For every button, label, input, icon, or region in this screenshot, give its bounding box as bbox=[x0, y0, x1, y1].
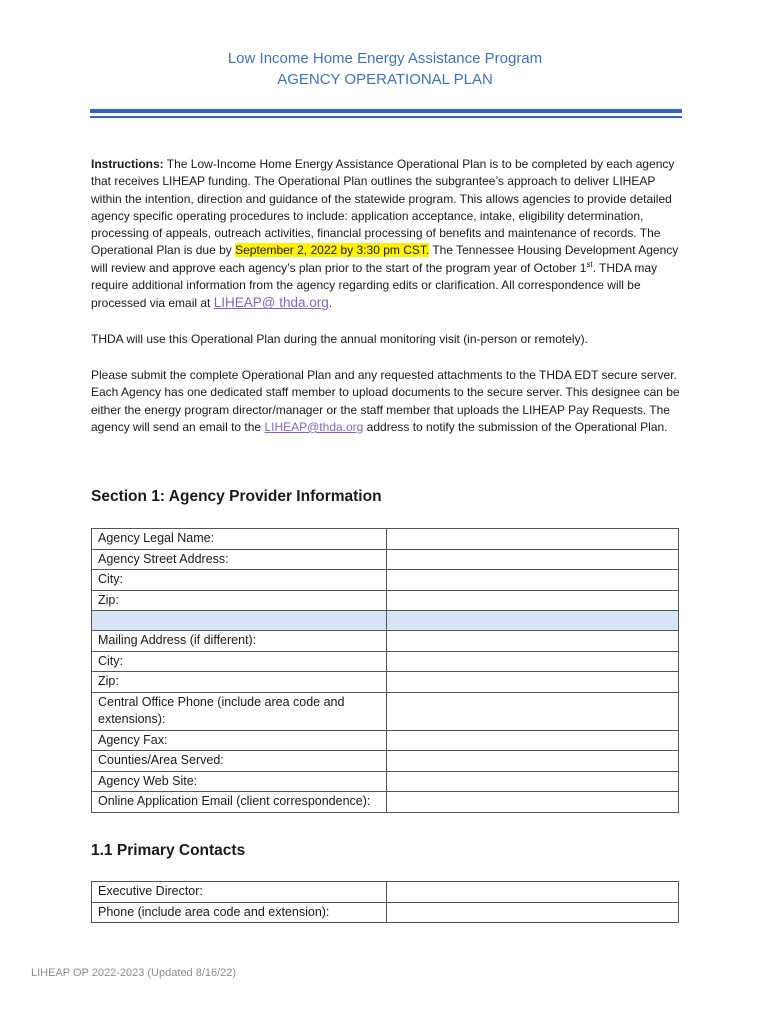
table-row bbox=[92, 651, 679, 672]
field-input-cell[interactable] bbox=[387, 590, 679, 611]
field-label: Agency Fax: bbox=[92, 730, 387, 751]
field-input-cell[interactable] bbox=[387, 570, 679, 591]
field-label: Online Application Email (client correspondence): bbox=[92, 792, 387, 813]
header-rule-thick bbox=[90, 109, 682, 113]
field-label: Agency Legal Name: bbox=[92, 529, 387, 550]
primary-contacts-table bbox=[91, 881, 679, 923]
email-link[interactable]: LIHEAP@thda.org bbox=[264, 419, 364, 434]
table-row bbox=[92, 882, 679, 903]
field-input-cell[interactable] bbox=[387, 692, 679, 730]
field-label: Agency Web Site: bbox=[92, 771, 387, 792]
instructions-paragraph: Instructions: The Low-Income Home Energy Assistance Operational Plan is to be completed by each agency that receives LIHEAP funding. The Operational Plan outlines the subgrantee’s approach to deliver LIHEAP within the intention, direction and guidance of the statewide program. This allows agencies to provide detailed agency specific operating procedures to include: application acceptance, intake, eligibility determination, processing of appeals, outreach activities, financial processing of benefits and maintenance of records. The Operational Plan is due by September 2, 2022 by 3:30 pm CST. The Tennessee Housing Development Agency will review and approve each agency’s plan prior to the start of the program year of October 1st. THDA may require additional information from the agency regarding edits or clarification. All correspondence will be processed via email at LIHEAP@ thda.org. bbox=[91, 157, 679, 311]
page-footer: LIHEAP OP 2022-2023 (Updated 8/16/22) bbox=[31, 967, 237, 979]
field-input-cell[interactable] bbox=[387, 902, 679, 923]
field-label: Agency Street Address: bbox=[92, 549, 387, 570]
field-input-cell[interactable] bbox=[387, 792, 679, 813]
table-row bbox=[92, 751, 679, 772]
field-input-cell[interactable] bbox=[387, 672, 679, 693]
field-label: Executive Director: bbox=[92, 882, 387, 903]
plan-title: AGENCY OPERATIONAL PLAN bbox=[277, 71, 493, 88]
table-row bbox=[92, 590, 679, 611]
field-label: City: bbox=[92, 570, 387, 591]
program-title: Low Income Home Energy Assistance Program bbox=[227, 50, 543, 67]
table-row bbox=[92, 529, 679, 550]
agency-info-table bbox=[91, 528, 679, 813]
submission-paragraph: Please submit the complete Operational Plan and any requested attachments to the THDA EDT secure server. Each Agency has one dedicated staff member to upload documents to the secure server. This designee can be either the energy program director/manager or the staff member that uploads the LIHEAP Pay Requests. The agency will send an email to the LIHEAP@thda.org address to notify the submission of the Operational Plan. bbox=[91, 368, 680, 434]
table-row bbox=[92, 631, 679, 652]
section-heading: 1.1 Primary Contacts bbox=[91, 842, 246, 859]
field-input-cell[interactable] bbox=[387, 651, 679, 672]
field-label: Central Office Phone (include area code and extensions): bbox=[92, 692, 387, 730]
field-label: Zip: bbox=[92, 590, 387, 611]
field-input-cell[interactable] bbox=[387, 631, 679, 652]
email-link[interactable]: LIHEAP@ thda.org bbox=[213, 295, 329, 311]
field-label: Counties/Area Served: bbox=[92, 751, 387, 772]
field-input-cell[interactable] bbox=[387, 882, 679, 903]
due-date-highlight: September 2, 2022 by 3:30 pm CST. bbox=[235, 243, 430, 258]
table-separator-row bbox=[92, 611, 679, 631]
field-input-cell[interactable] bbox=[387, 549, 679, 570]
document-header bbox=[0, 48, 770, 90]
monitoring-paragraph: THDA will use this Operational Plan during the annual monitoring visit (in-person or remotely). bbox=[91, 332, 588, 346]
header-rule-thin bbox=[90, 116, 682, 118]
field-input-cell[interactable] bbox=[387, 771, 679, 792]
table-row bbox=[92, 730, 679, 751]
section-heading: Section 1: Agency Provider Information bbox=[91, 488, 382, 505]
field-label: Phone (include area code and extension): bbox=[92, 902, 387, 923]
field-input-cell[interactable] bbox=[387, 751, 679, 772]
table-row bbox=[92, 792, 679, 813]
table-row bbox=[92, 771, 679, 792]
table-row bbox=[92, 672, 679, 693]
field-label: City: bbox=[92, 651, 387, 672]
table-row bbox=[92, 692, 679, 730]
table-row bbox=[92, 570, 679, 591]
table-row bbox=[92, 902, 679, 923]
table-row bbox=[92, 549, 679, 570]
field-input-cell[interactable] bbox=[387, 730, 679, 751]
instructions-label: Instructions: bbox=[91, 157, 164, 171]
field-input-cell[interactable] bbox=[387, 529, 679, 550]
field-label: Zip: bbox=[92, 672, 387, 693]
field-label: Mailing Address (if different): bbox=[92, 631, 387, 652]
